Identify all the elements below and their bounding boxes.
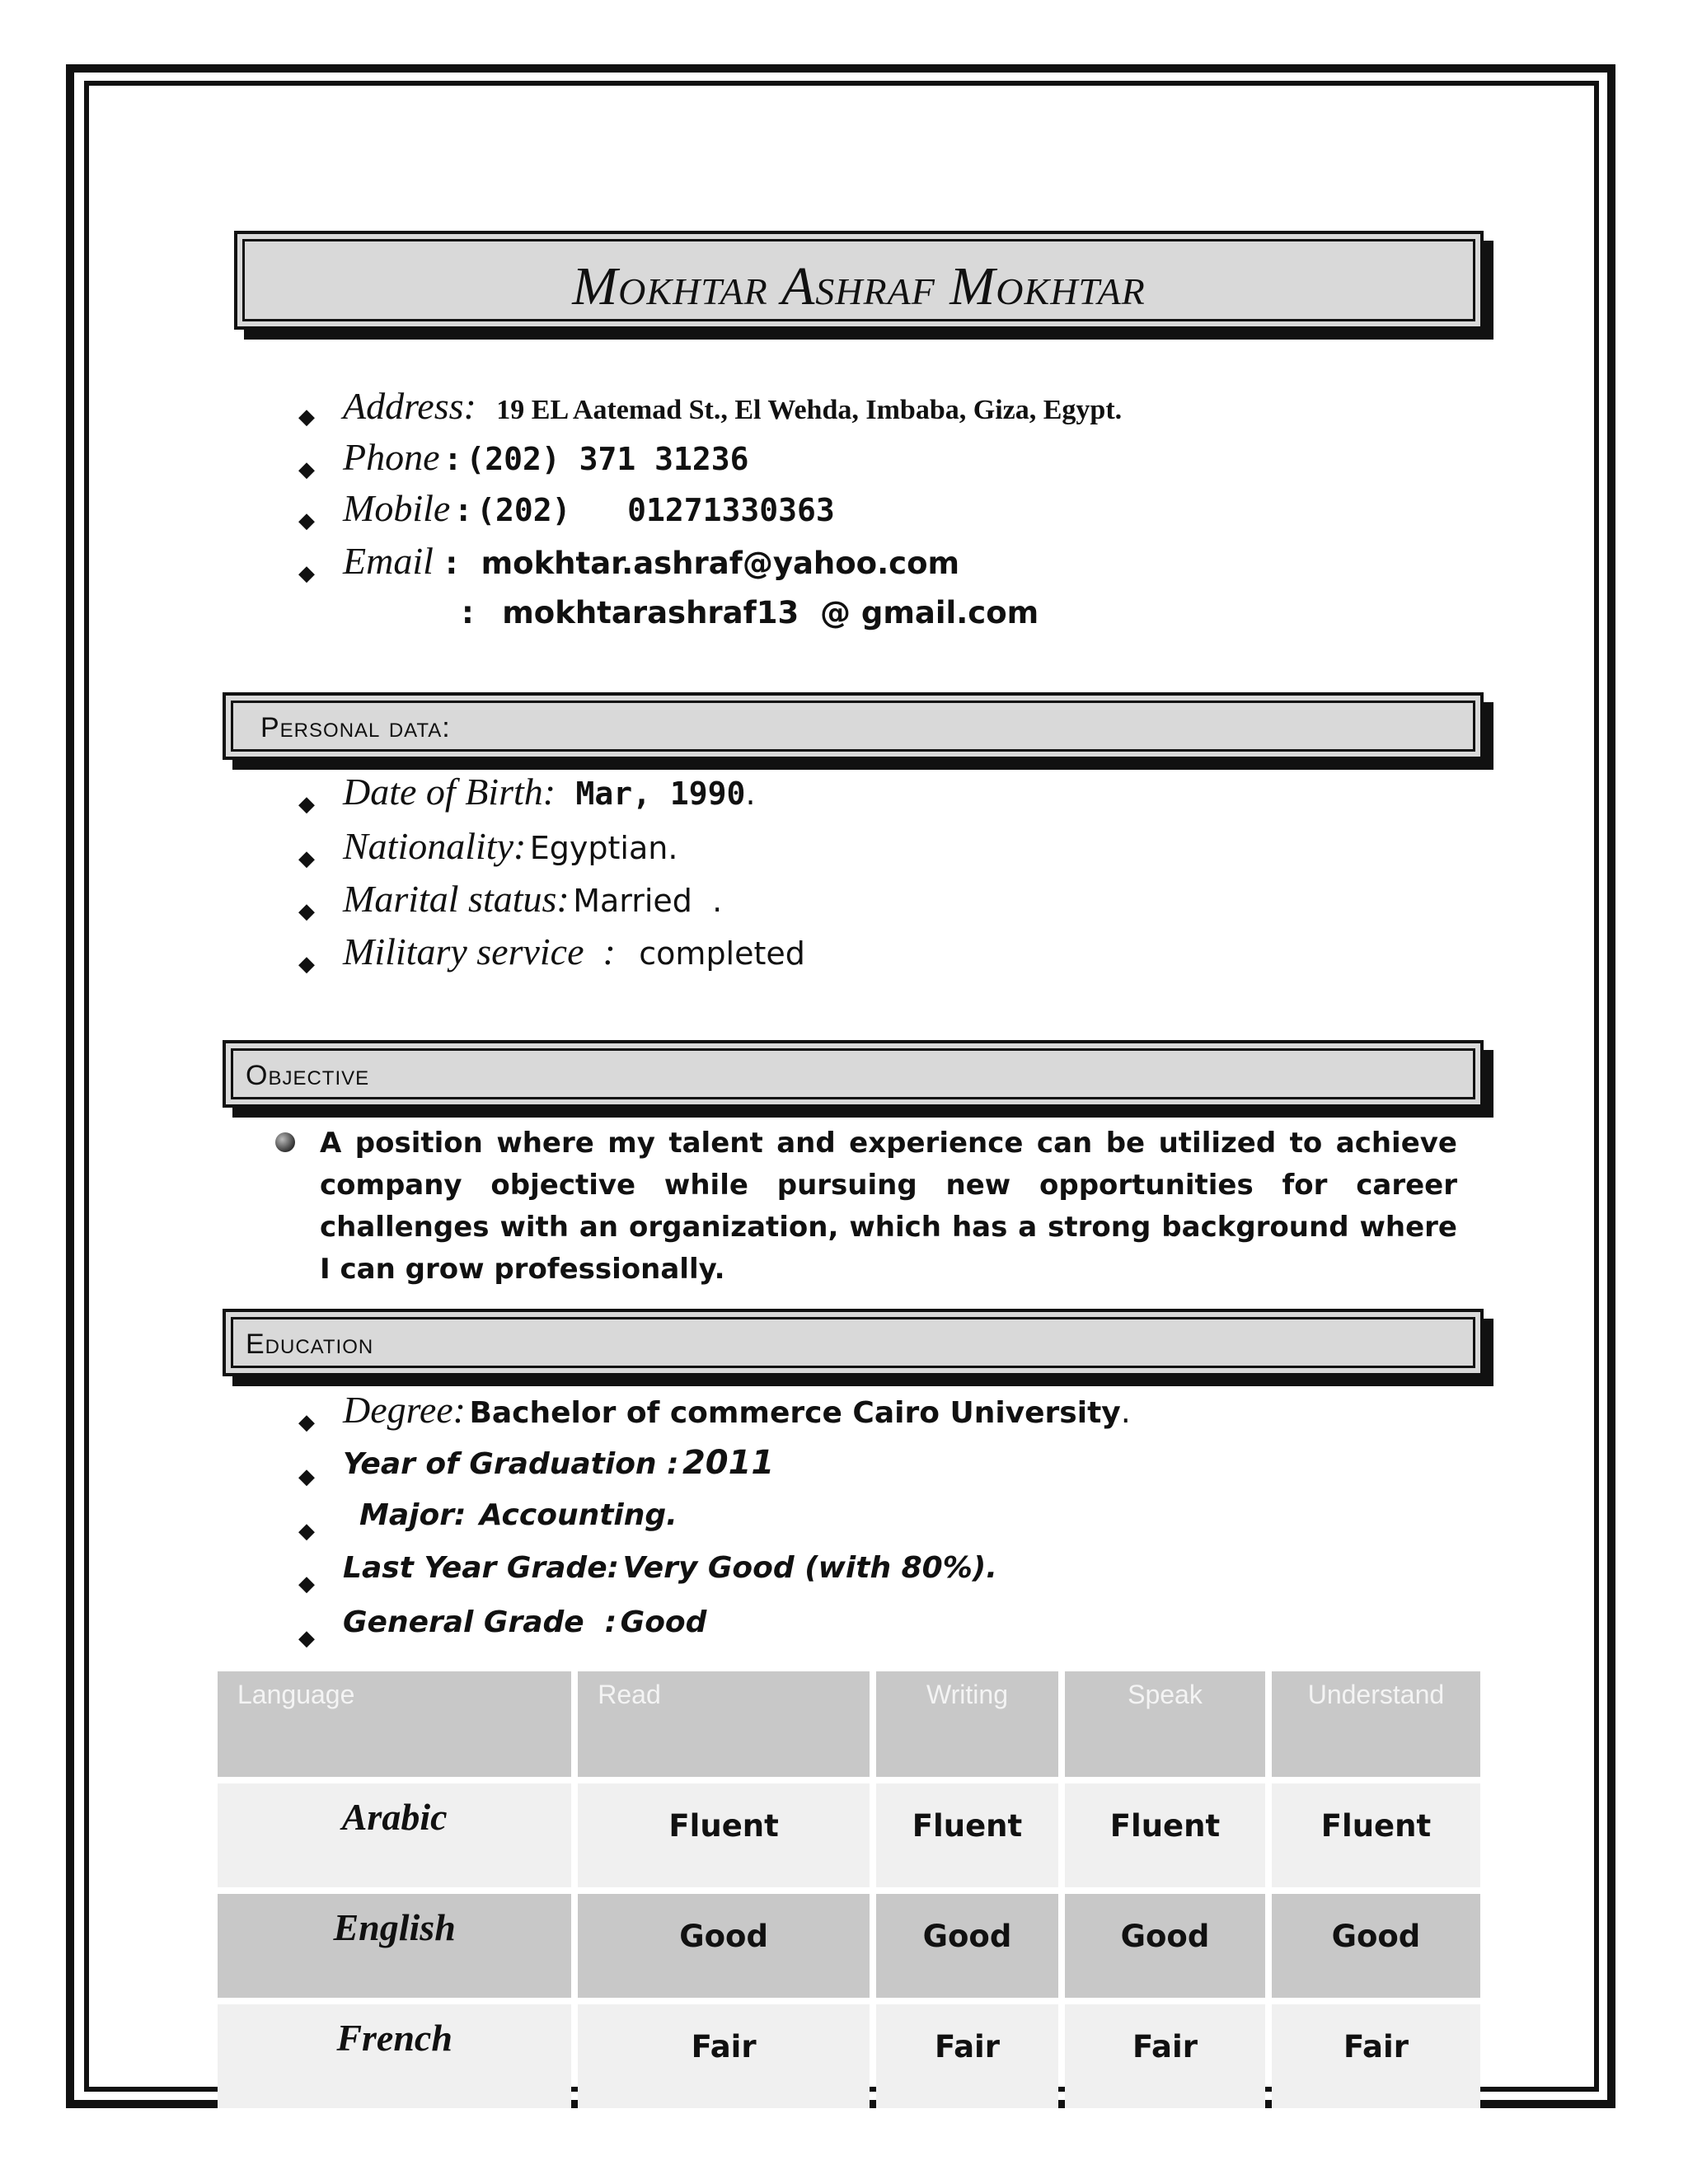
address-line: Address: 19 EL Aatemad St., El Wehda, Imbaba, Giza, Egypt. (343, 385, 1123, 427)
name-banner (234, 231, 1484, 330)
objective-heading: Objective (246, 1060, 370, 1091)
diamond-bullet-icon: ◆ (298, 1464, 315, 1488)
dob-label: Date of Birth: (343, 771, 556, 813)
diamond-bullet-icon: ◆ (298, 791, 315, 816)
writing-level: Fluent (912, 1808, 1023, 1844)
last-year-grade-value: Very Good (with 80%). (622, 1551, 997, 1585)
personal-data-heading: Personal data: (260, 712, 451, 743)
general-grade-value: Good (620, 1605, 707, 1639)
objective-banner (223, 1040, 1484, 1108)
marital-line (343, 877, 722, 921)
mobile-value: (202) 01271330363 (476, 492, 835, 528)
graduation-year-value: 2011 (682, 1444, 775, 1482)
diamond-bullet-icon: ◆ (298, 404, 315, 429)
email-line: Email : mokhtar.ashraf@yahoo.com (343, 540, 960, 582)
nationality-label: Nationality: (343, 825, 527, 867)
diamond-bullet-icon: ◆ (298, 1409, 315, 1434)
header-cell-read: Read (578, 1671, 870, 1777)
diamond-bullet-icon: ◆ (298, 1625, 315, 1650)
diamond-bullet-icon: ◆ (298, 508, 315, 532)
last-year-grade-label: Last Year Grade: (343, 1551, 620, 1585)
degree-label: Degree: (343, 1389, 466, 1431)
general-grade-label: General Grade : (343, 1605, 617, 1639)
email-secondary: mokhtarashraf13 @ gmail.com (502, 595, 1039, 630)
military-label: Military service : (343, 930, 616, 972)
languages-header-row (218, 1671, 1480, 1777)
mobile-label: Mobile (343, 487, 451, 529)
header-cell-understand: Understand (1272, 1671, 1480, 1777)
diamond-bullet-icon: ◆ (298, 846, 315, 870)
understand-level: Fluent (1320, 1808, 1432, 1844)
diamond-bullet-icon: ◆ (298, 898, 315, 923)
address-value: 19 EL Aatemad St., El Wehda, Imbaba, Giza, Egypt. (496, 395, 1123, 425)
header-cell-language: Language (218, 1671, 571, 1777)
mobile-line: Mobile : (202) 01271330363 (343, 487, 835, 529)
email-secondary-line: : mokhtarashraf13 @ gmail.com (462, 595, 1039, 630)
education-heading: Education (246, 1329, 374, 1360)
language-name: French (336, 2017, 452, 2059)
personal-data-banner (223, 692, 1484, 760)
understand-level: Fair (1343, 2029, 1409, 2064)
marital-value: Married . (573, 883, 723, 919)
understand-level: Good (1331, 1919, 1421, 1954)
major-line (359, 1498, 678, 1532)
table-row (218, 1894, 1480, 1998)
diamond-bullet-icon: ◆ (298, 457, 315, 481)
education-banner (223, 1309, 1484, 1376)
diamond-bullet-icon: ◆ (298, 1518, 315, 1543)
email-primary: mokhtar.ashraf@yahoo.com (481, 546, 960, 581)
language-name: Arabic (341, 1796, 448, 1838)
diamond-bullet-icon: ◆ (298, 560, 315, 585)
graduation-year-line (343, 1444, 774, 1482)
major-value: Accounting. (479, 1498, 678, 1532)
military-line (343, 930, 805, 973)
read-level: Good (679, 1919, 768, 1954)
last-year-grade-line (343, 1551, 997, 1585)
nationality-value: Egyptian (529, 830, 668, 866)
objective-text: A position where my talent and experience can be utilized to achieve company objective while pursuing new opportunities for career challenges with an organization, which has a strong background where I can grow professionally. (320, 1127, 1457, 1286)
marital-label: Marital status: (343, 878, 570, 920)
read-level: Fair (691, 2029, 757, 2064)
graduation-year-label: Year of Graduation : (343, 1447, 679, 1481)
candidate-name: Mokhtar Ashraf Mokhtar (572, 256, 1146, 316)
speak-level: Fair (1132, 2029, 1198, 2064)
table-row (218, 1783, 1480, 1887)
degree-value: Bachelor of commerce Cairo University (469, 1396, 1121, 1430)
table-row (218, 2004, 1480, 2108)
writing-level: Fair (934, 2029, 1000, 2064)
dob-line: Date of Birth: Mar, 1990. (343, 771, 756, 813)
header-cell-speak: Speak (1065, 1671, 1265, 1777)
major-label: Major: (359, 1498, 467, 1532)
phone-value: (202) 371 31236 (466, 441, 749, 477)
round-bullet-icon (275, 1132, 295, 1152)
phone-line: Phone : (202) 371 31236 (343, 436, 749, 478)
degree-line: Degree: Bachelor of commerce Cairo University. (343, 1389, 1131, 1431)
dob-value: Mar, 1990 (575, 776, 746, 812)
military-value: completed (639, 935, 805, 972)
language-name: English (333, 1906, 456, 1948)
speak-level: Fluent (1109, 1808, 1221, 1844)
general-grade-line (343, 1605, 706, 1639)
header-cell-writing: Writing (876, 1671, 1058, 1777)
languages-table (211, 1665, 1487, 2115)
email-label: Email (343, 540, 434, 582)
address-label: Address (343, 385, 464, 427)
diamond-bullet-icon: ◆ (298, 951, 315, 976)
writing-level: Good (922, 1919, 1012, 1954)
speak-level: Good (1120, 1919, 1210, 1954)
diamond-bullet-icon: ◆ (298, 1571, 315, 1596)
read-level: Fluent (668, 1808, 779, 1844)
phone-label: Phone (343, 436, 440, 478)
nationality-line: Nationality: Egyptian. (343, 825, 678, 867)
